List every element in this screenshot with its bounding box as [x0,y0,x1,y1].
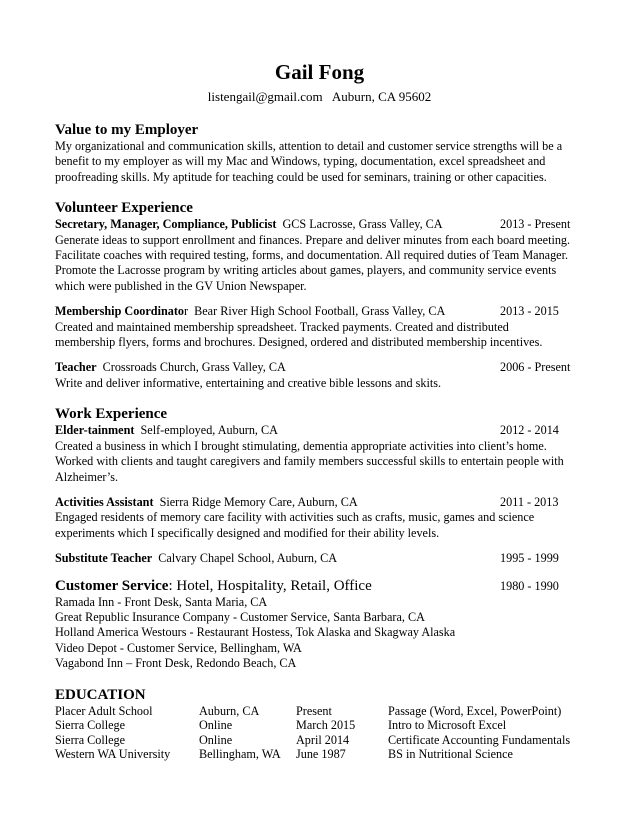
job-header [55,304,584,319]
job-role: Activities Assistant [55,494,154,509]
edu-location: Auburn, CA [199,703,260,718]
job-line: Facilitate coaches with required testing, forms, and documentation. All required duties of Team Manager. [55,248,569,263]
job-dates: 2013 - Present [500,217,571,232]
job-line: Created and maintained membership spreadsheet. Tracked payments. Created and distributed [55,319,509,334]
edu-school: Sierra College [55,718,126,733]
value-line: benefit to my employer as will my Mac and Windows, typing, documentation, excel spreadsheet and [55,154,546,169]
value-line: proofreading skills. My aptitude for teaching could be used for seminars, training or other capacities. [55,169,547,184]
education-section [55,687,584,762]
edu-location: Bellingham, WA [199,747,281,762]
job-line: Worked with clients and taught caregivers and family members successful skills to entertain people with [55,454,564,469]
customer-service-line: Ramada Inn - Front Desk, Santa Maria, CA [55,594,268,609]
customer-service-heading: Customer Service [55,577,169,594]
customer-service-section [55,577,584,672]
job-org: Self-employed, Auburn, CA [140,423,278,438]
job-org: GCS Lacrosse, Grass Valley, CA [282,217,443,232]
job-line: membership flyers, forms and brochures. Designed, ordered and distributed membership incentives. [55,335,543,350]
work-job [55,495,584,541]
job-role: Membership Coordinato [55,304,184,319]
job-role: Substitute Teacher [55,551,153,566]
edu-location: Online [199,718,233,733]
job-line: Created a business in which I brought stimulating, dementia appropriate activities into client’s home. [55,438,547,453]
customer-service-line: Holland America Westours - Restaurant Hostess, Tok Alaska and Skagway Alaska [55,625,456,640]
volunteer-section [55,200,584,391]
customer-service-dates: 1980 - 1990 [500,578,559,593]
job-dates: 2006 - Present [500,360,571,375]
value-heading: Value to my Employer [55,122,199,138]
job-org: Bear River High School Football, Grass Valley, CA [194,304,446,319]
job-header [55,217,584,232]
customer-service-line: Video Depot - Customer Service, Bellingham, WA [55,640,302,655]
job-role: Secretary, Manager, Compliance, Publicist [55,217,277,232]
location-text: Auburn, CA 95602 [331,89,432,104]
edu-course: Certificate Accounting Fundamentals [388,732,571,747]
volunteer-job [55,360,584,391]
edu-date: June 1987 [296,747,346,762]
email-text: listengail@gmail.com [207,89,323,104]
job-line: which were published in the GV Union Newspaper. [55,278,307,293]
job-header [55,360,584,375]
job-header [55,551,584,566]
customer-service-line: Great Republic Insurance Company - Customer Service, Santa Barbara, CA [55,609,425,624]
job-line: Engaged residents of memory care facility with activities such as crafts, music, games and science [55,510,535,525]
volunteer-job [55,304,584,350]
work-job [55,551,584,566]
value-line: My organizational and communication skills, attention to detail and customer service strengths will be a [55,139,563,153]
job-dates: 2012 - 2014 [500,423,559,438]
edu-school: Sierra College [55,732,126,747]
work-heading: Work Experience [55,406,168,423]
job-dates: 2011 - 2013 [500,494,559,509]
value-section [55,122,584,185]
job-role: Elder-tainment [55,423,135,438]
job-line: Generate ideas to support enrollment and finances. Prepare and deliver minutes from each board meeting. [55,232,571,247]
job-line: Write and deliver informative, entertaining and creative bible lessons and skits. [55,375,442,390]
edu-date: Present [296,703,332,718]
edu-school: Placer Adult School [55,703,153,718]
job-org: Crossroads Church, Grass Valley, CA [102,360,286,375]
job-line: Alzheimer’s. [55,469,119,484]
job-org: Sierra Ridge Memory Care, Auburn, CA [159,494,358,509]
edu-date: March 2015 [296,718,356,733]
customer-service-subtitle: : Hotel, Hospitality, Retail, Office [168,577,372,594]
edu-date: April 2014 [296,732,350,747]
job-dates: 1995 - 1999 [500,551,559,566]
job-line: Promote the Lacrosse program by writing articles about games, players, and community service events [55,263,557,278]
volunteer-heading: Volunteer Experience [55,200,193,217]
job-dates: 2013 - 2015 [500,304,559,319]
resume-name: Gail Fong [274,60,365,84]
customer-service-line: Vagabond Inn – Front Desk, Redondo Beach, CA [55,656,297,671]
edu-course: Passage (Word, Excel, PowerPoint) [388,703,562,718]
edu-course: Intro to Microsoft Excel [388,718,507,733]
job-org: Calvary Chapel School, Auburn, CA [158,551,337,566]
customer-service-header [55,577,584,595]
edu-location: Online [199,732,233,747]
job-header [55,423,584,438]
volunteer-job [55,217,584,294]
education-heading: EDUCATION [55,686,146,703]
edu-school: Western WA University [55,747,171,762]
edu-course: BS in Nutritional Science [388,747,513,762]
job-role: Teacher [55,360,97,375]
job-header [55,495,584,510]
work-section [55,406,584,566]
work-job [55,423,584,485]
job-line: experiments which I specifically designed and modified for their ability levels. [55,525,440,540]
contact-line [55,88,584,105]
job-role-tail: r [183,304,189,319]
education-table [55,704,584,762]
